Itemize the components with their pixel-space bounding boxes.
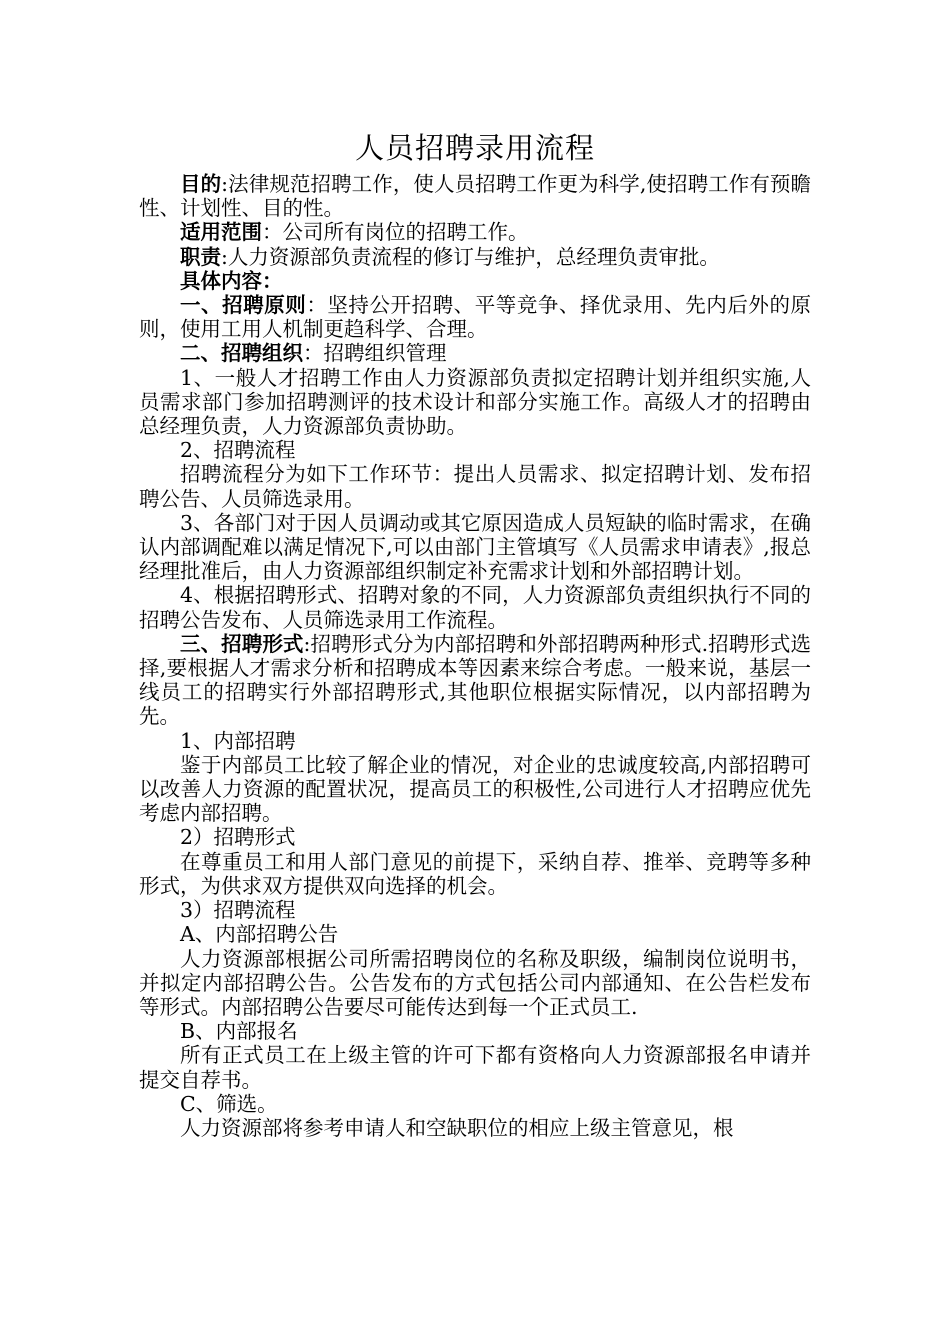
document-title: 人员招聘录用流程 <box>354 131 595 165</box>
paragraph-text: 1、一般人才招聘工作由人力资源部负责拟定招聘计划并组织实施,人员需求部门参加招聘测评的技术设计和部分实施工作。高级人才的招聘由总经理负责，人力资源部负责协助。 <box>139 365 811 439</box>
paragraph <box>139 632 811 729</box>
paragraph-text: B、内部报名 <box>180 1019 298 1044</box>
paragraph <box>139 1092 811 1116</box>
paragraph-text: 1、内部招聘 <box>180 728 296 753</box>
paragraph-heading: 目的 <box>180 172 222 196</box>
paragraph <box>139 511 811 584</box>
paragraph-text: C、筛选。 <box>180 1091 278 1116</box>
paragraph-text: 2）招聘形式 <box>180 825 296 850</box>
paragraph <box>139 583 811 631</box>
paragraph-text: 3）招聘流程 <box>180 898 296 923</box>
paragraph-heading: 一、招聘原则 <box>180 293 307 318</box>
document-page <box>139 126 811 1140</box>
paragraph <box>139 947 811 1020</box>
paragraph-text: 3、各部门对于因人员调动或其它原因造成人员短缺的临时需求，在确认内部调配难以满足情况下,可以由部门主管填写《人员需求申请表》,报总经理批准后，由人力资源部组织制定补充需求计划和外部招聘计划。 <box>139 510 811 584</box>
paragraph-text: 鉴于内部员工比较了解企业的情况，对企业的忠诚度较高,内部招聘可以改善人力资源的配置状况，提高员工的积极性,公司进行人才招聘应优先考虑内部招聘。 <box>139 752 811 826</box>
paragraph <box>139 172 811 220</box>
paragraph <box>139 922 811 946</box>
paragraph <box>139 850 811 898</box>
paragraph-text: ：坚持公开招聘、平等竞争、择优录用、先内后外的原则，使用工用人机制更趋科学、合理。 <box>139 293 812 342</box>
paragraph-heading: 具体内容： <box>180 268 283 293</box>
paragraph-text: 招聘流程分为如下工作环节：提出人员需求、拟定招聘计划、发布招聘公告、人员筛选录用。 <box>139 462 811 511</box>
paragraph-text: :法律规范招聘工作，使人员招聘工作更为科学,使招聘工作有预瞻性、计划性、目的性。 <box>139 172 812 221</box>
paragraph <box>139 729 811 753</box>
paragraph-heading: 职责 <box>180 244 221 269</box>
paragraph-heading: 适用范围 <box>180 220 262 245</box>
document-body <box>139 172 811 1140</box>
paragraph-text: ：招聘组织管理 <box>303 341 447 366</box>
paragraph <box>139 220 811 244</box>
paragraph <box>139 898 811 922</box>
paragraph <box>139 753 811 826</box>
paragraph <box>139 1043 811 1091</box>
paragraph <box>139 1019 811 1043</box>
paragraph <box>139 462 811 510</box>
paragraph <box>139 293 811 341</box>
paragraph-text: :招聘形式分为内部招聘和外部招聘两种形式.招聘形式选择,要根据人才需求分析和招聘成本等因素来综合考虑。一般来说，基层一线员工的招聘实行外部招聘形式,其他职位根据实际情况，以内部招聘为先。 <box>139 631 812 729</box>
paragraph <box>139 269 811 293</box>
paragraph <box>139 825 811 849</box>
paragraph-text: 所有正式员工在上级主管的许可下都有资格向人力资源部报名申请并提交自荐书。 <box>139 1043 811 1092</box>
paragraph <box>139 341 811 365</box>
paragraph <box>139 438 811 462</box>
paragraph-heading: 二、招聘组织 <box>180 341 303 366</box>
paragraph-text: 人力资源部根据公司所需招聘岗位的名称及职级，编制岗位说明书，并拟定内部招聘公告。公告发布的方式包括公司内部通知、在公告栏发布等形式。内部招聘公告要尽可能传达到每一个正式员工. <box>139 946 811 1019</box>
paragraph <box>139 245 811 269</box>
paragraph-text: 在尊重员工和用人部门意见的前提下，采纳自荐、推举、竞聘等多种形式，为供求双方提供双向选择的机会。 <box>139 849 811 898</box>
paragraph <box>139 1116 811 1140</box>
paragraph-text: 4、根据招聘形式、招聘对象的不同，人力资源部负责组织执行不同的招聘公告发布、人员筛选录用工作流程。 <box>139 583 811 632</box>
paragraph-text: A、内部招聘公告 <box>180 922 339 947</box>
paragraph-text: ：公司所有岗位的招聘工作。 <box>262 220 529 245</box>
paragraph <box>139 366 811 439</box>
paragraph-text: 2、招聘流程 <box>180 438 296 463</box>
paragraph-text: 人力资源部将参考申请人和空缺职位的相应上级主管意见，根 <box>180 1115 734 1140</box>
paragraph-text: :人力资源部负责流程的修订与维护，总经理负责审批。 <box>221 244 720 269</box>
paragraph-heading: 三、招聘形式 <box>180 631 304 656</box>
